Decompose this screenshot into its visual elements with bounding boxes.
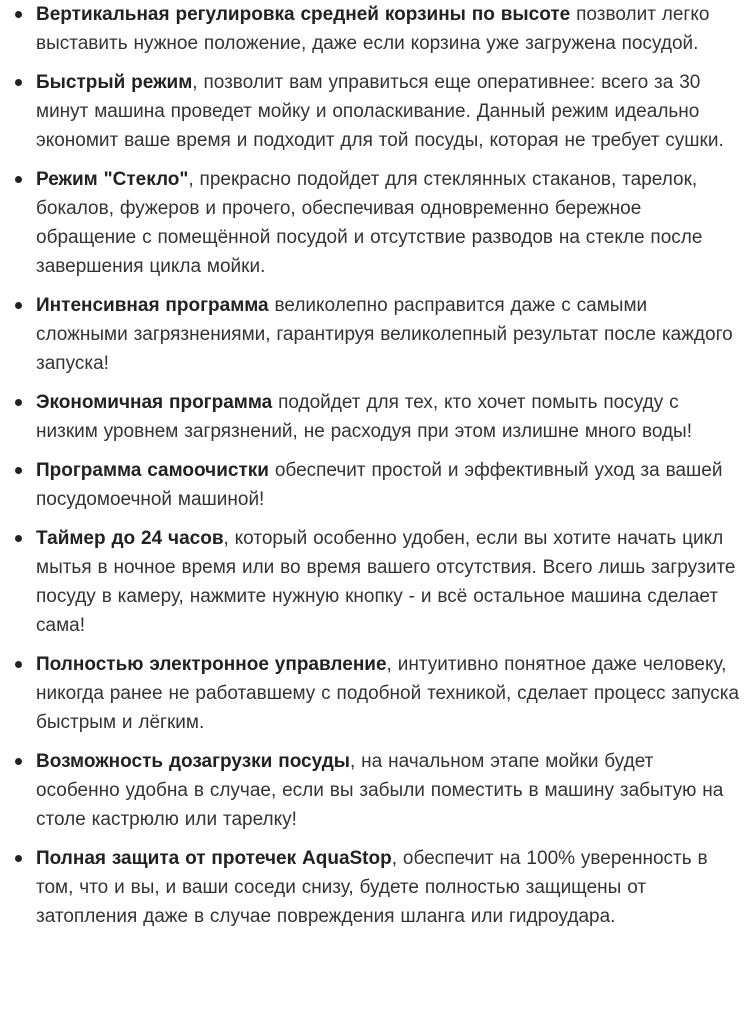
bullet-icon — [15, 302, 22, 309]
feature-title: Экономичная программа — [36, 392, 273, 413]
feature-item — [36, 0, 742, 58]
feature-item — [36, 291, 742, 378]
feature-title: Программа самоочистки — [36, 460, 269, 481]
feature-title: Интенсивная программа — [36, 295, 269, 316]
feature-title: Режим "Стекло" — [36, 169, 189, 190]
feature-text: великолепно расправится даже с самыми сложными загрязнениями, гарантируя великолепный результат после каждого запуска! — [36, 295, 733, 374]
feature-text: обеспечит простой и эффективный уход за вашей посудомоечной машиной! — [36, 460, 723, 510]
bullet-icon — [15, 535, 22, 542]
feature-item — [36, 524, 742, 640]
feature-text: , позволит вам управиться еще оперативнее: всего за 30 минут машина проведет мойку и ополаскивание. Данный режим идеально экономит ваше время и подходит для той посуды, которая не требует сушки. — [36, 72, 724, 151]
feature-title: Полностью электронное управление — [36, 654, 387, 675]
feature-text: , который особенно удобен, если вы хотите начать цикл мытья в ночное время или во время вашего отсутствия. Всего лишь загрузите посуду в камеру, нажмите нужную кнопку - и всё остальное машина сделает сама! — [36, 528, 736, 636]
bullet-icon — [15, 79, 22, 86]
bullet-icon — [15, 467, 22, 474]
feature-title: Возможность дозагрузки посуды — [36, 751, 350, 772]
feature-title: Полная защита от протечек AquaStop — [36, 848, 392, 869]
feature-item — [36, 388, 742, 446]
feature-item — [36, 650, 742, 737]
feature-text: , обеспечит на 100% уверенность в том, что и вы, и ваши соседи снизу, будете полностью защищены от затопления даже в случае повреждения шланга или гидроудара. — [36, 848, 708, 927]
bullet-icon — [15, 758, 22, 765]
feature-title: Таймер до 24 часов — [36, 528, 224, 549]
feature-text: , на начальном этапе мойки будет особенно удобна в случае, если вы забыли поместить в машину забытую на столе кастрюлю или тарелку! — [36, 751, 724, 830]
feature-title: Быстрый режим — [36, 72, 193, 93]
feature-text: позволит легко выставить нужное положение, даже если корзина уже загружена посудой. — [36, 4, 710, 54]
bullet-icon — [15, 176, 22, 183]
bullet-icon — [15, 661, 22, 668]
feature-title: Вертикальная регулировка средней корзины по высоте — [36, 4, 571, 25]
feature-text: , интуитивно понятное даже человеку, никогда ранее не работавшему с подобной техникой, сделает процесс запуска быстрым и лёгким. — [36, 654, 740, 733]
feature-item — [36, 68, 742, 155]
feature-text: подойдет для тех, кто хочет помыть посуду с низким уровнем загрязнений, не расходуя при этом излишне много воды! — [36, 392, 692, 442]
feature-text: , прекрасно подойдет для стеклянных стаканов, тарелок, бокалов, фужеров и прочего, обеспечивая одновременно бережное обращение с помещённой посудой и отсутствие разводов на стекле после завершения цикла мойки. — [36, 169, 703, 277]
feature-item — [36, 456, 742, 514]
bullet-icon — [15, 11, 22, 18]
bullet-icon — [15, 855, 22, 862]
feature-item — [36, 747, 742, 834]
feature-item — [36, 844, 742, 931]
bullet-icon — [15, 399, 22, 406]
feature-item — [36, 165, 742, 281]
